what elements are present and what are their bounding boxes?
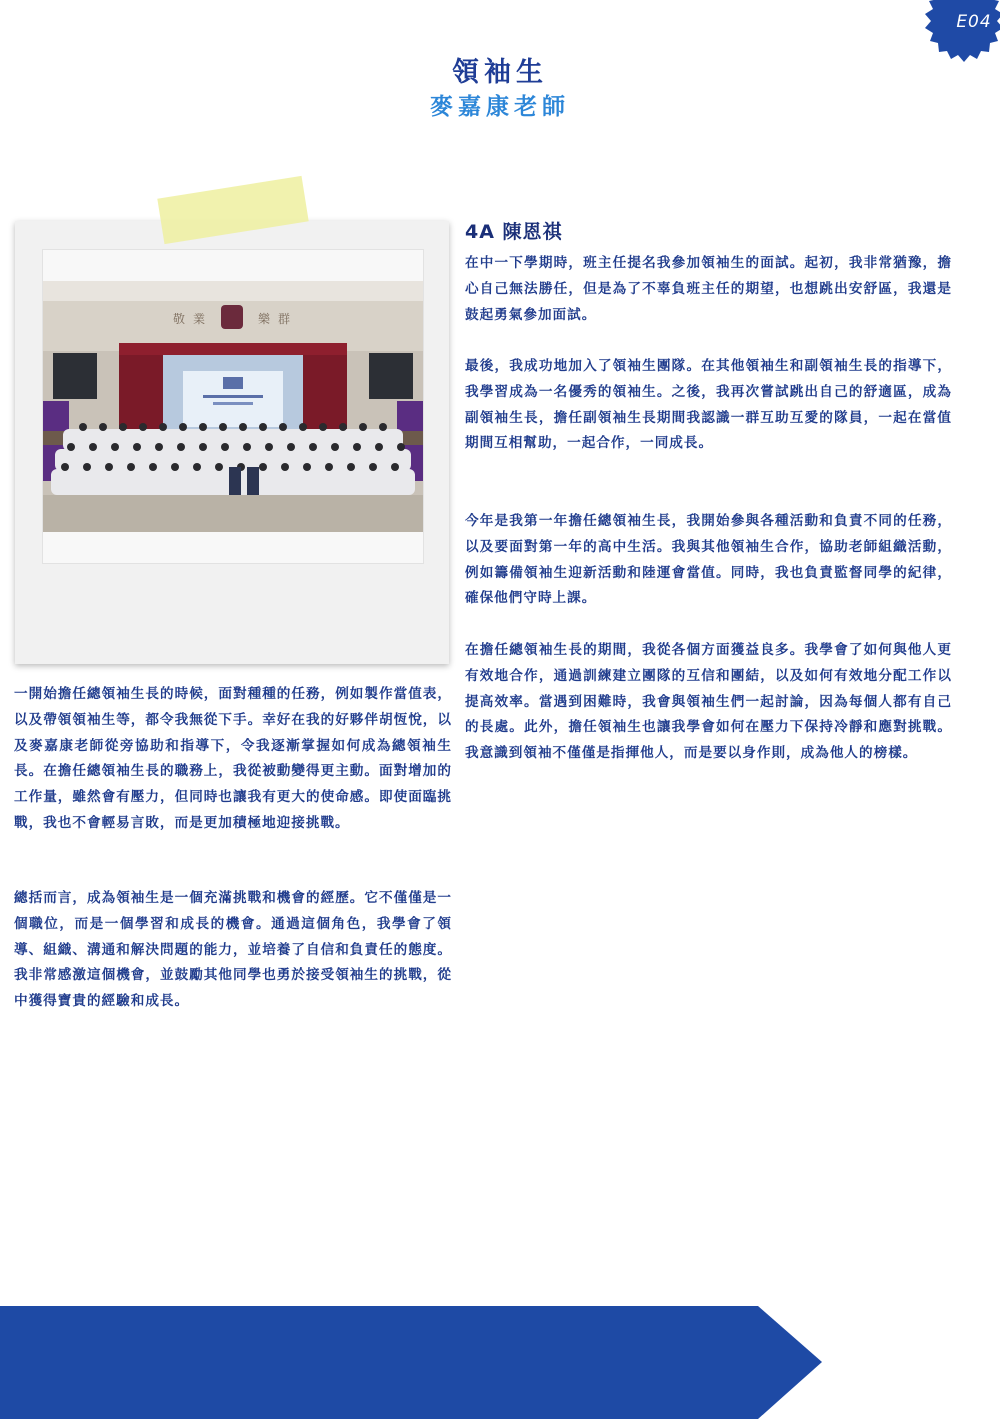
article-paragraph: 在擔任總領袖生長的期間，我從各個方面獲益良多。我學會了如何與他人更有效地合作，通過訓練建立團隊的互信和團結，以及如何有效地分配工作以提高效率。當遇到困難時，我會與領袖生們一起討論，因為每個人都有自己的長處。此外，擔任領袖生也讓我學會如何在壓力下保持冷靜和應對挑戰。我意識到領袖不僅僅是指揮他人，而是要以身作則，成為他人的榜樣。 (465, 642, 952, 762)
article-paragraph: 一開始擔任總領袖生長的時候，面對種種的任務，例如製作當值表，以及帶領領袖生等，都令我無從下手。幸好在我的好夥伴胡恆悅，以及麥嘉康老師從旁協助和指導下，令我逐漸掌握如何成為總領袖生長。在擔任總領袖生長的職務上，我從被動變得更主動。面對增加的工作量，雖然會有壓力，但同時也讓我有更大的使命感。即使面臨挑戰，我也不會輕易言敗，而是更加積極地迎接挑戰。 (14, 686, 452, 831)
photo-frame (42, 249, 424, 564)
page-title: 領袖生 (452, 57, 548, 88)
page-number: E04 (956, 12, 992, 32)
svg-text:業: 業 (193, 312, 206, 326)
group-photo (43, 281, 423, 532)
bottom-arrow-banner (0, 1306, 830, 1419)
svg-text:樂: 樂 (258, 312, 271, 326)
polaroid-frame (15, 221, 449, 664)
article-paragraph: 總括而言，成為領袖生是一個充滿挑戰和機會的經歷。它不僅僅是一個職位，而是一個學習和成長的機會。通過這個角色，我學會了領導、組織、溝通和解決問題的能力，並培養了自信和負責任的態度。我非常感激這個機會，並鼓勵其他同學也勇於接受領袖生的挑戰，從中獲得寶貴的經驗和成長。 (14, 890, 452, 1010)
school-emblem-icon (221, 305, 243, 329)
svg-text:敬: 敬 (173, 312, 186, 326)
article-paragraph: 最後，我成功地加入了領袖生團隊。在其他領袖生和副領袖生長的指導下，我學習成為一名優秀的領袖生。之後，我再次嘗試跳出自己的舒適區，成為副領袖生長，擔任副領袖生長期間我認識一群互助互愛的隊員，一起在當值期間互相幫助，一起合作，一同成長。 (465, 358, 952, 452)
article-paragraph: 今年是我第一年擔任總領袖生長，我開始參與各種活動和負責不同的任務，以及要面對第一年的高中生活。我與其他領袖生合作，協助老師組織活動，例如籌備領袖生迎新活動和陸運會當值。同時，我也負責監督同學的紀律，確保他們守時上課。 (465, 513, 952, 607)
article-heading: 4A 陳恩祺 (465, 221, 563, 243)
article-paragraph: 在中一下學期時，班主任提名我參加領袖生的面試。起初，我非常猶豫，擔心自己無法勝任，但是為了不辜負班主任的期望，也想跳出安舒區，我還是鼓起勇氣參加面試。 (465, 255, 952, 323)
page-subtitle: 麥嘉康老師 (430, 94, 570, 120)
svg-text:群: 群 (278, 312, 291, 326)
